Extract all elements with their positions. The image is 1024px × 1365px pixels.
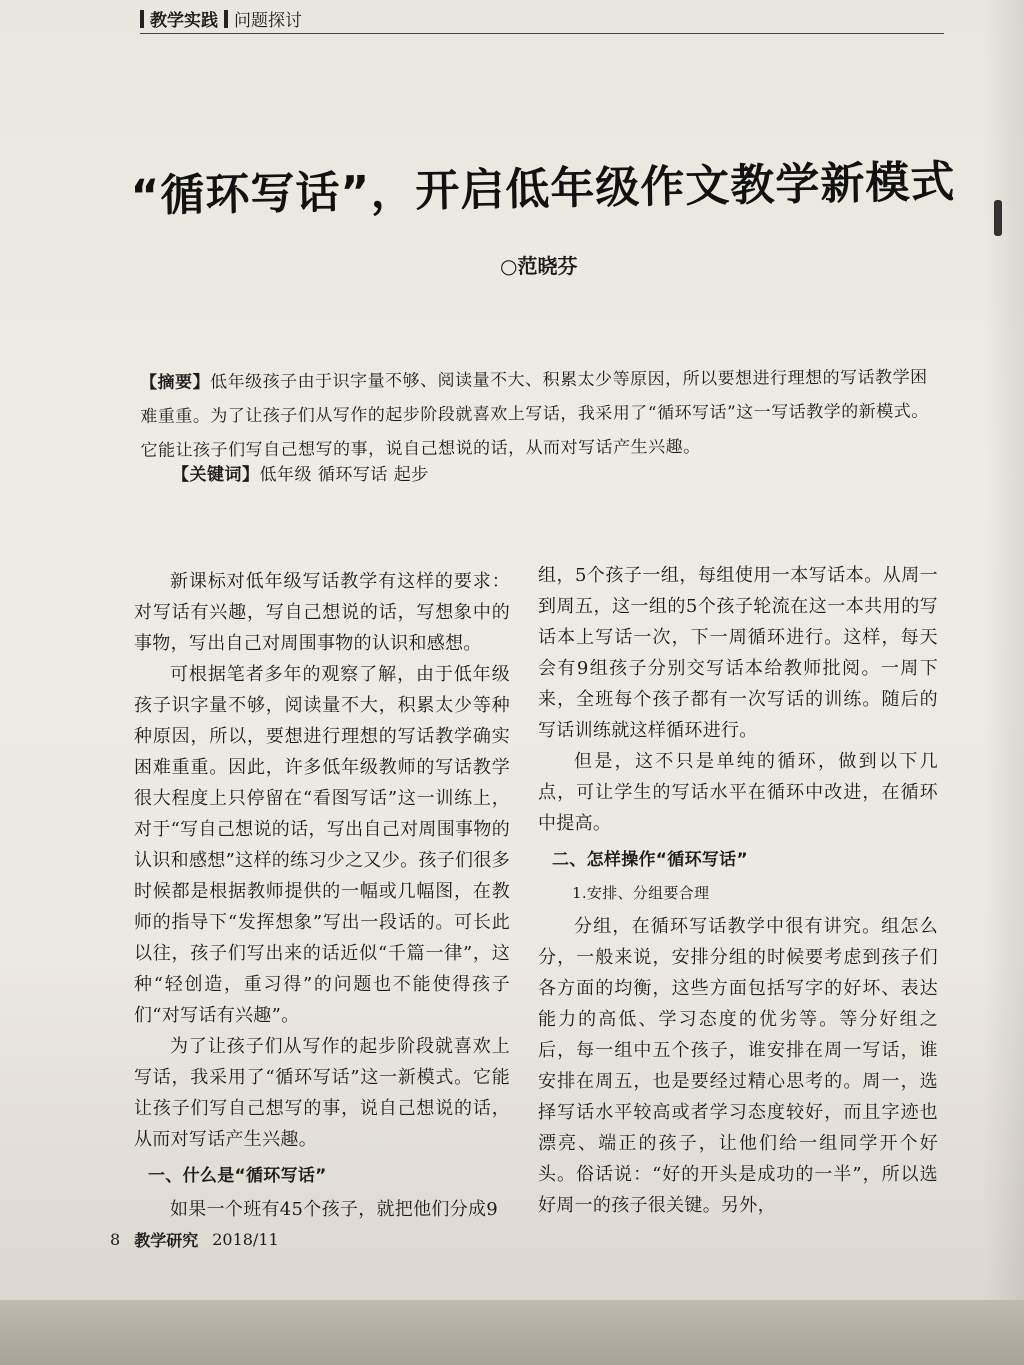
magazine-name: 教学研究 xyxy=(134,1231,199,1250)
paragraph: 如果一个班有45个孩子，就把他们分成9 xyxy=(170,1199,499,1220)
subsection-title: 问题探讨 xyxy=(234,11,302,31)
keywords xyxy=(172,460,429,485)
paragraph: 组，5个孩子一组，每组使用一本写话本。从周一到周五，这一组的5个孩子轮流在这一本共用的写话本上写话一次，下一周循环进行。这样，每天会有9组孩子分别交写话本给教师批阅。一周下来，全班每个孩子都有一次写话的训练。随后的写话训练就这样循环进行。 xyxy=(538,565,938,741)
keywords-text: 低年级 循环写话 起步 xyxy=(259,465,429,485)
section-heading: 一、什么是“循环写话” xyxy=(148,1166,327,1186)
left-column xyxy=(134,566,510,1225)
page-shadow xyxy=(984,0,1024,1365)
article-title: “循环写话”，开启低年级作文教学新模式 xyxy=(130,156,956,222)
abstract-label: 【摘要】 xyxy=(140,372,211,393)
abstract-text: 低年级孩子由于识字量不够、阅读量不大、积累太少等原因，所以要想进行理想的写话教学困难重重。为了让孩子们从写作的起步阶段就喜欢上写话，我采用了“循环写话”这一写话教学的新模式。它能让孩子们写自己想写的事，说自己想说的话，从而对写话产生兴趣。 xyxy=(140,367,929,461)
right-column xyxy=(538,560,938,1221)
page-footer xyxy=(110,1228,279,1251)
keywords-label: 【关键词】 xyxy=(172,465,260,485)
paragraph: 新课标对低年级写话教学有这样的要求：对写话有兴趣，写自己想说的话，写想象中的事物，写出自己对周围事物的认识和感想。 xyxy=(134,571,510,654)
page-number: 8 xyxy=(110,1230,121,1249)
header-bar-marker xyxy=(224,10,228,28)
paragraph: 为了让孩子们从写作的起步阶段就喜欢上写话，我采用了“循环写话”这一新模式。它能让孩子们写自己想写的事，说自己想说的话，从而对写话产生兴趣。 xyxy=(134,1036,510,1150)
abstract xyxy=(140,360,941,468)
article-author: ○范晓芬 xyxy=(500,254,578,278)
issue-number: 2018/11 xyxy=(212,1230,279,1249)
section-heading: 二、怎样操作“循环写话” xyxy=(552,850,748,870)
paragraph: 可根据笔者多年的观察了解，由于低年级孩子识字量不够，阅读量不大，积累太少等种种原因，所以，要想进行理想的写话教学确实困难重重。因此，许多低年级教师的写话教学很大程度上只停留在“看图写话”这一训练上，对于“写自己想说的话，写出自己对周围事物的认识和感想”这样的练习少之又少。孩子们很多时候都是根据教师提供的一幅或几幅图，在教师的指导下“发挥想象”写出一段话的。可长此以往，孩子们写出来的话近似“千篇一律”，这种“轻创造，重习得”的问题也不能使得孩子们“对写话有兴趣”。 xyxy=(134,664,510,1026)
section-title: 教学实践 xyxy=(150,11,218,31)
paragraph: 但是，这不只是单纯的循环，做到以下几点，可让学生的写话水平在循环中改进，在循环中提高。 xyxy=(538,751,938,834)
page-bottom-shadow xyxy=(0,1300,1024,1365)
subsection-heading: 1.安排、分组要合理 xyxy=(572,884,710,902)
paragraph: 分组，在循环写话教学中很有讲究。组怎么分，一般来说，安排分组的时候要考虑到孩子们各方面的均衡，这些方面包括写字的好坏、表达能力的高低、学习态度的优劣等。等分好组之后，每一组中五个孩子，谁安排在周一写话，谁安排在周五，也是要经过精心思考的。周一，选择写话水平较高或者学习态度较好，而且字迹也漂亮、端正的孩子，让他们给一组同学开个好头。俗话说：“好的开头是成功的一半”，所以选好周一的孩子很关键。另外， xyxy=(538,916,938,1216)
section-header xyxy=(140,6,302,31)
header-bar-marker xyxy=(140,10,144,28)
header-rule xyxy=(140,33,944,34)
